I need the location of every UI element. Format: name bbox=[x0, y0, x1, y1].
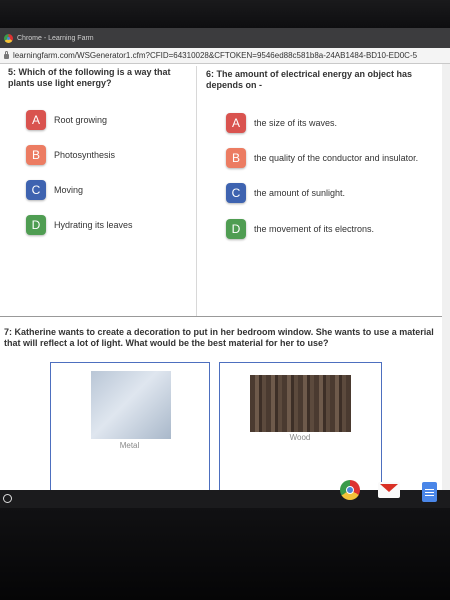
gmail-icon[interactable] bbox=[378, 482, 400, 498]
question-5-heading: 5: Which of the following is a way that plants use light energy? bbox=[8, 67, 171, 88]
page-scrollbar[interactable] bbox=[442, 64, 450, 490]
question-7-heading: 7: Katherine wants to create a decoration to put in her bedroom window. She wants to use a material that will reflect a lot of light. What would be the best material for her to use? bbox=[4, 327, 434, 348]
quiz-page bbox=[0, 64, 442, 490]
option-text: the size of its waves. bbox=[254, 118, 338, 128]
tab-title: Chrome - Learning Farm bbox=[17, 34, 94, 42]
lock-icon bbox=[4, 54, 9, 59]
column-divider bbox=[196, 66, 197, 316]
q7-choice-metal[interactable] bbox=[50, 362, 210, 508]
option-letter-badge: C bbox=[26, 180, 46, 200]
q5-option-b[interactable] bbox=[26, 145, 115, 165]
q6-option-d[interactable] bbox=[226, 219, 374, 239]
chrome-icon[interactable] bbox=[340, 480, 360, 500]
chrome-icon bbox=[4, 34, 13, 43]
monitor-bezel-bottom bbox=[0, 508, 450, 600]
q5-option-c[interactable] bbox=[26, 180, 83, 200]
option-letter-badge: D bbox=[26, 215, 46, 235]
screen bbox=[0, 28, 450, 508]
option-text: Hydrating its leaves bbox=[54, 220, 133, 230]
option-letter-badge: D bbox=[226, 219, 246, 239]
choice-label: Wood bbox=[289, 433, 311, 442]
option-letter-badge: B bbox=[26, 145, 46, 165]
q6-option-b[interactable] bbox=[226, 148, 418, 168]
choice-label: Metal bbox=[119, 441, 140, 450]
browser-titlebar bbox=[0, 28, 450, 48]
option-letter-badge: A bbox=[226, 113, 246, 133]
url-text[interactable]: learningfarm.com/WSGenerator1.cfm?CFID=64310028&CFTOKEN=9546ed88c581b8a-24AB1484-BD10-ED0C-5 bbox=[13, 51, 418, 60]
option-letter-badge: A bbox=[26, 110, 46, 130]
question-6-heading: 6: The amount of electrical energy an object has depends on - bbox=[206, 69, 413, 90]
monitor-bezel-top bbox=[0, 0, 450, 28]
metal-image bbox=[91, 371, 171, 439]
q6-option-a[interactable] bbox=[226, 113, 337, 133]
os-shelf bbox=[0, 490, 450, 508]
option-text: the quality of the conductor and insulator. bbox=[254, 153, 419, 163]
option-text: Moving bbox=[54, 185, 84, 195]
q5-option-d[interactable] bbox=[26, 215, 133, 235]
section-divider bbox=[0, 316, 442, 317]
option-text: the amount of sunlight. bbox=[254, 188, 346, 198]
option-letter-badge: C bbox=[226, 183, 246, 203]
docs-icon[interactable] bbox=[422, 482, 437, 502]
launcher-icon[interactable] bbox=[3, 494, 12, 503]
option-text: Root growing bbox=[54, 115, 108, 125]
q5-option-a[interactable] bbox=[26, 110, 107, 130]
q6-option-c[interactable] bbox=[226, 183, 345, 203]
option-text: Photosynthesis bbox=[54, 150, 116, 160]
address-bar[interactable] bbox=[0, 48, 450, 64]
option-text: the movement of its electrons. bbox=[254, 224, 375, 234]
wood-image bbox=[250, 375, 351, 432]
option-letter-badge: B bbox=[226, 148, 246, 168]
